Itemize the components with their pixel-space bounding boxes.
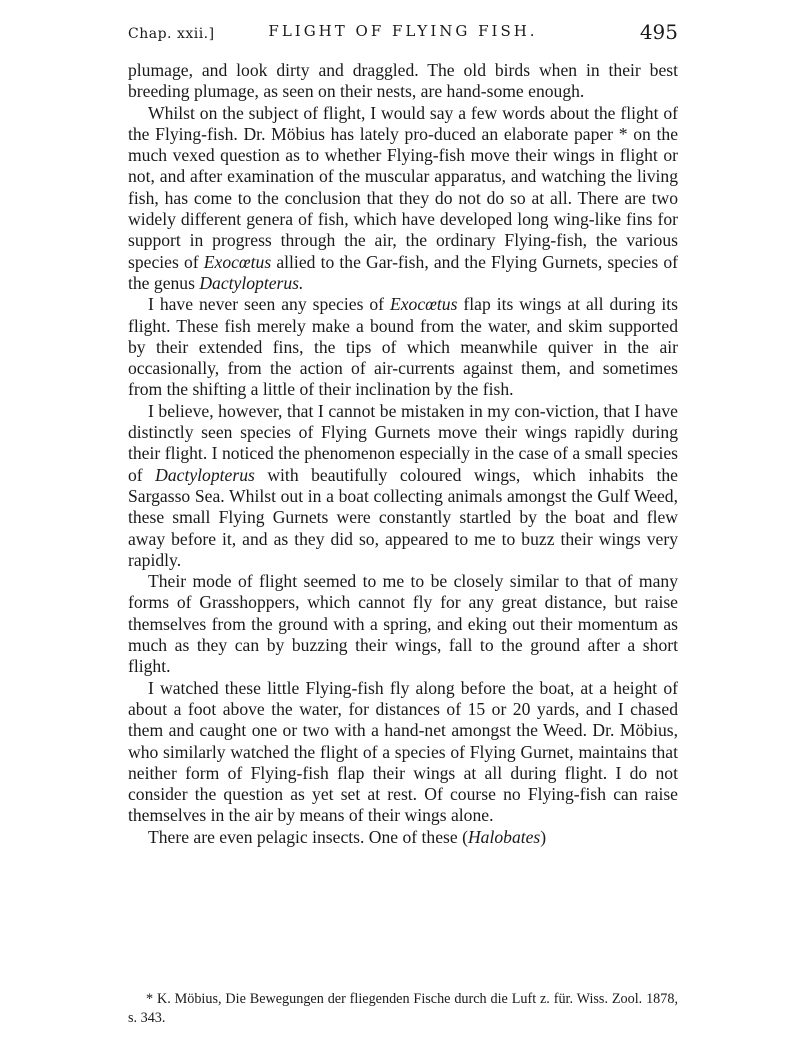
paragraph-6: I watched these little Flying-fish fly along before the boat, at a height of about a foot above the water, for distances of 15 or 20 yards, and I chased them and caught one or two with a hand-net amongst the Weed. Dr. Möbius, who similarly watched the flight of a species of Flying Gurnet, maintains that neither form of Flying-fish flap their wings at all during flight. I do not consider the question as yet set at rest. Of course no Flying-fish can raise themselves in the air by means of their wings alone. bbox=[128, 677, 678, 826]
paragraph-7: There are even pelagic insects. One of these (Halobates) bbox=[148, 826, 547, 847]
body-text bbox=[128, 60, 678, 848]
paragraph-1: plumage, and look dirty and draggled. The old birds when in their best breeding plumage, as seen on their nests, are hand-some enough. bbox=[128, 60, 678, 102]
genus-exocoetus: Exocœtus bbox=[203, 251, 272, 272]
genus-exocoetus: Exocœtus bbox=[390, 294, 458, 315]
genus-halobates: Halobates bbox=[467, 826, 541, 847]
genus-dactylopterus: Dactylopterus. bbox=[199, 272, 304, 293]
running-title: FLIGHT OF FLYING FISH. bbox=[268, 22, 538, 40]
paragraph-5: Their mode of flight seemed to me to be closely similar to that of many forms of Grasshoppers, which cannot fly for any great distance, but raise themselves from the ground with a spring, and eking out their momentum as much as they can by buzzing their wings, fall to the ground after a short flight. bbox=[128, 571, 678, 677]
paragraph-2: Whilst on the subject of flight, I would say a few words about the flight of the Flying-fish. Dr. Möbius has lately pro-duced an elaborate paper * on the much vexed question as to whether Flying-fish move their wings in flight or not, and after examination of the muscular apparatus, and watching the living fish, has come to the conclusion that they do not do so at all. There are two widely different genera of fish, which have developed long wing-like fins for support in progress through the air, the ordinary Flying-fish, the various species of Exocœtus allied to the Gar-fish, and the Flying Gurnets, species of the genus Dactylopterus. bbox=[128, 102, 678, 293]
genus-dactylopterus: Dactylopterus bbox=[155, 464, 255, 485]
paragraph-3: I have never seen any species of Exocœtus flap its wings at all during its flight. These fish merely make a bound from the water, and skim supported by their extended fins, the tips of which meanwhile quiver in the air occasionally, from the action of air-currents against them, and sometimes from the shifting a little of their inclination by the fish. bbox=[128, 294, 679, 400]
footnote bbox=[128, 990, 678, 1028]
paragraph-4: I believe, however, that I cannot be mistaken in my con-viction, that I have distinctly seen species of Flying Gurnets move their wings rapidly during their flight. I noticed the phenomenon especially in the case of a small species of Dactylopterus with beautifully coloured wings, which inhabits the Sargasso Sea. Whilst out in a boat collecting animals amongst the Gulf Weed, these small Flying Gurnets were constantly startled by the boat and flew away before it, and as they did so, appeared to me to buzz their wings very rapidly. bbox=[128, 400, 678, 570]
footnote-text: * K. Möbius, Die Bewegungen der fliegenden Fische durch die Luft z. für. Wiss. Zool. 1878, s. 343. bbox=[128, 991, 678, 1026]
running-header bbox=[128, 18, 678, 48]
page-number: 495 bbox=[639, 20, 678, 44]
chapter-label: Chap. xxii.] bbox=[128, 26, 215, 42]
